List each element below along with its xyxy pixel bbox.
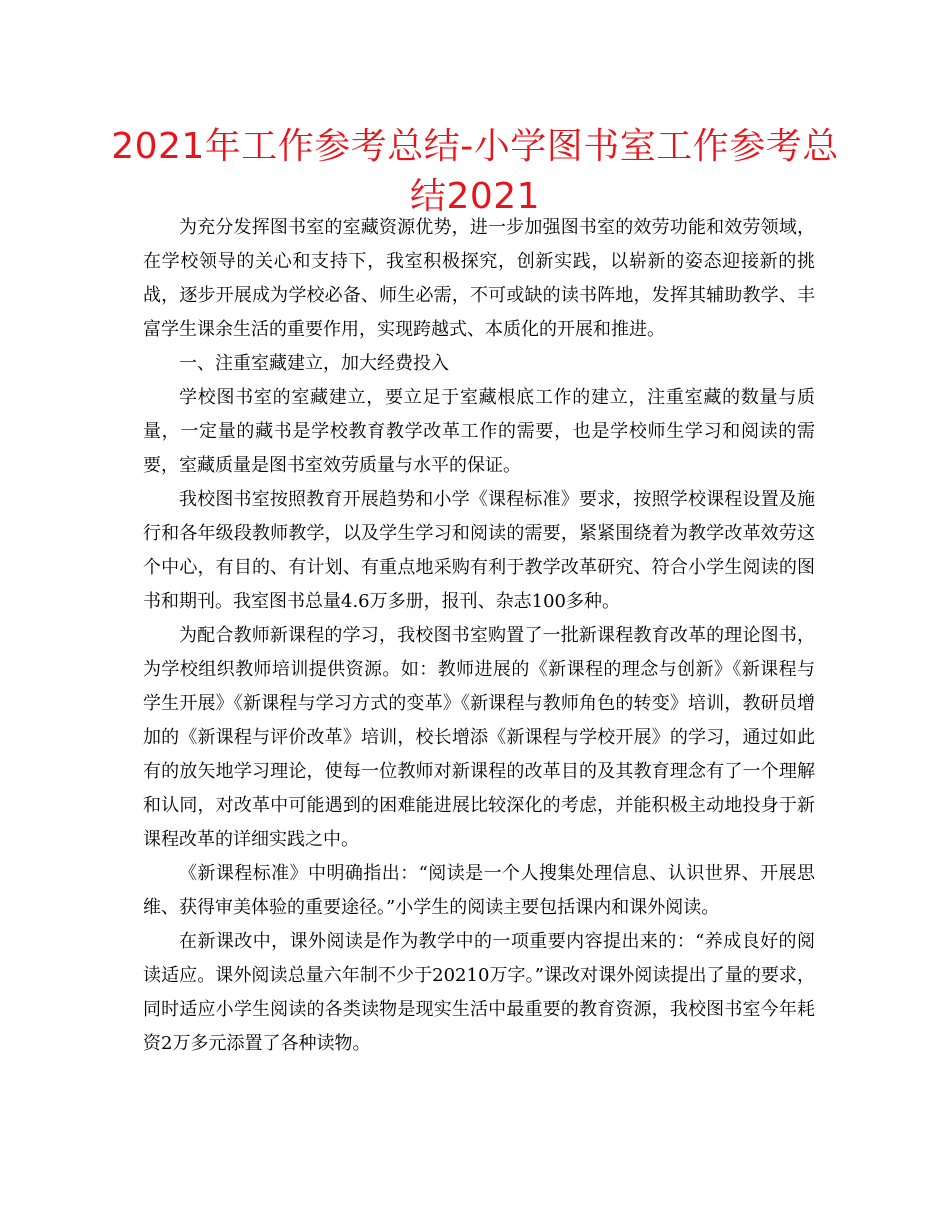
section-heading: 一、注重室藏建立，加大经费投入 bbox=[179, 353, 449, 374]
document-title: 2021年工作参考总结-小学图书室工作参考总结2021 bbox=[111, 126, 839, 217]
paragraph-intro: 为充分发挥图书室的室藏资源优势，进一步加强图书室的效劳功能和效劳领域，在学校领导的关心和支持下，我室积极探究，创新实践，以崭新的姿态迎接新的挑战，逐步开展成为学校必备、师生必需，不可或缺的读书阵地，发挥其辅助教学、丰富学生课余生活的重要作用，实现跨越式、本质化的开展和推进。 bbox=[143, 217, 815, 340]
document-body bbox=[143, 211, 815, 1061]
paragraph: 学校图书室的室藏建立，要立足于室藏根底工作的建立，注重室藏的数量与质量，一定量的藏书是学校教育教学改革工作的需要，也是学校师生学习和阅读的需要，室藏质量是图书室效劳质量与水平的保证。 bbox=[143, 387, 815, 476]
paragraph: 在新课改中，课外阅读是作为教学中的一项重要内容提出来的：“养成良好的阅读适应。课外阅读总量六年制不少于20210万字。”课改对课外阅读提出了量的要求，同时适应小学生阅读的各类读物是现实生活中最重要的教育资源，我校图书室今年耗资2万多元添置了各种读物。 bbox=[143, 931, 815, 1054]
paragraph: 我校图书室按照教育开展趋势和小学《课程标准》要求，按照学校课程设置及施行和各年级段教师教学，以及学生学习和阅读的需要，紧紧围绕着为教学改革效劳这个中心，有目的、有计划、有重点地采购有利于教学改革研究、符合小学生阅读的图书和期刊。我室图书总量4.6万多册，报刊、杂志100多种。 bbox=[143, 489, 815, 612]
paragraph: 为配合教师新课程的学习，我校图书室购置了一批新课程教育改革的理论图书，为学校组织教师培训提供资源。如：教师进展的《新课程的理念与创新》《新课程与学生开展》《新课程与学习方式的变革》《新课程与教师角色的转变》培训，教研员增加的《新课程与评价改革》培训，校长增添《新课程与学校开展》的学习，通过如此有的放矢地学习理论，使每一位教师对新课程的改革目的及其教育理念有了一个理解和认同，对改革中可能遇到的困难能进展比较深化的考虑，并能积极主动地投身于新课程改革的详细实践之中。 bbox=[143, 625, 815, 850]
paragraph: 《新课程标准》中明确指出：“阅读是一个人搜集处理信息、认识世界、开展思维、获得审美体验的重要途径。”小学生的阅读主要包括课内和课外阅读。 bbox=[143, 863, 815, 918]
